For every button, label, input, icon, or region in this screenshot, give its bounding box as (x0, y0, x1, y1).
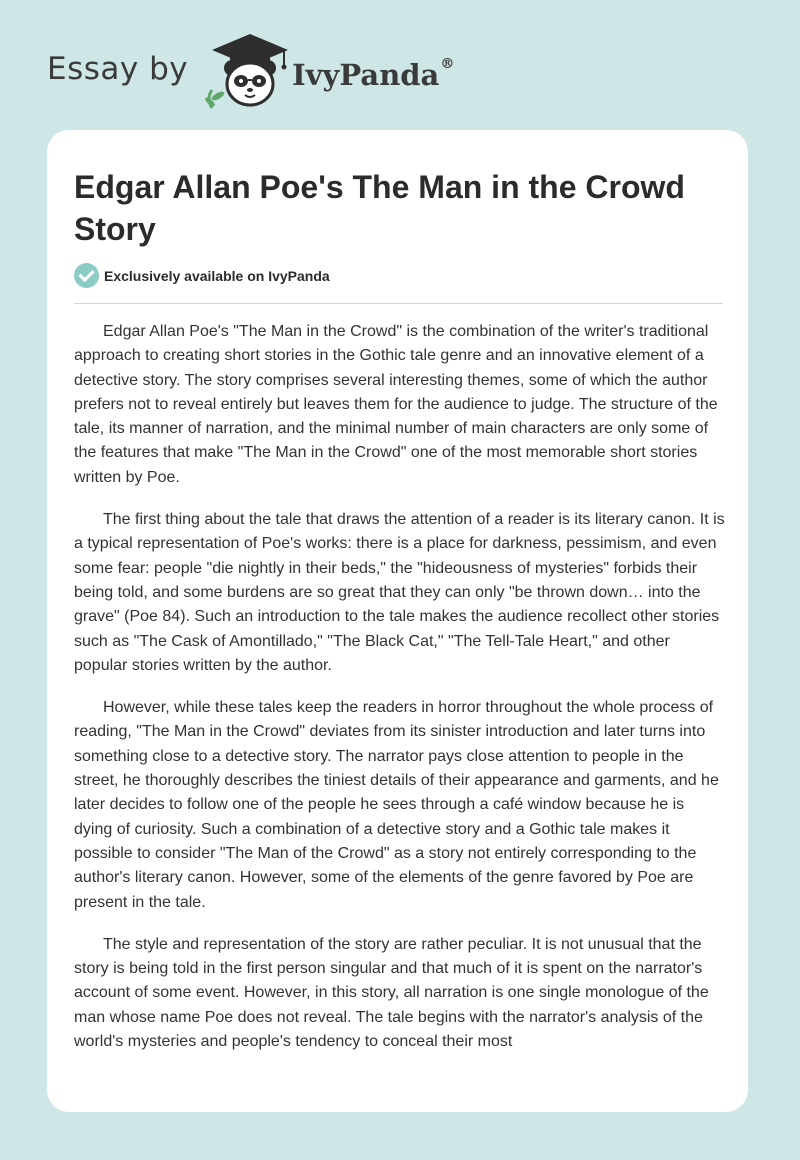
brand-name[interactable]: IvyPanda® (292, 56, 455, 92)
exclusive-badge (74, 263, 330, 288)
site-header (47, 32, 454, 112)
essay-card (47, 130, 748, 1112)
essay-by-label: Essay by (47, 51, 189, 87)
divider (74, 303, 723, 304)
paragraph: The first thing about the tale that draws the attention of a reader is its literary canon. It is a typical representation of Poe's works: there is a place for darkness, pessimism, and even some fear: people "die nightly in their beds," the "hideousness of mysteries" forbids their being told, and some burdens are so great that they can only "be thrown down… into the grave" (Poe 84). Such an introduction to the tale makes the audience recollect other stories such as "The Cask of Amontillado," "The Black Cat," "The Tell-Tale Heart," and other popular stories written by the author. (74, 511, 725, 674)
page-title: Edgar Allan Poe's The Man in the Crowd Story (74, 169, 685, 247)
paragraph: Edgar Allan Poe's "The Man in the Crowd" is the combination of the writer's traditional approach to creating short stories in the Gothic tale genre and an innovative element of a detective story. The story comprises several interesting themes, some of which the author prefers not to reveal entirely but leaves them for the audience to judge. The structure of the tale, its manner of narration, and the minimal number of main characters are only some of the features that make "The Man in the Crowd" one of the most memorable short stories written by Poe. (74, 323, 718, 486)
badge-label: Exclusively available on IvyPanda (104, 267, 330, 284)
panda-logo-icon[interactable] (204, 32, 296, 112)
paragraph: However, while these tales keep the readers in horror throughout the whole process of reading, "The Man in the Crowd" deviates from its sinister introduction and later turns into something close to a detective story. The narrator pays close attention to people in the street, he thoroughly describes the tiniest details of their appearance and garments, and he later decides to follow one of the people he sees through a café window because he is dying of curiosity. Such a combination of a detective story and a Gothic tale makes it possible to consider "The Man of the Crowd" as a story not entirely corresponding to the author's literary canon. However, some of the elements of the genre favored by Poe are present in the tale. (74, 699, 719, 911)
essay-body (74, 320, 726, 1072)
paragraph: The style and representation of the story are rather peculiar. It is not unusual that the story is being told in the first person singular and that much of it is spent on the narrator's account of some event. However, in this story, all narration is one single monologue of the man whose name Poe does not reveal. The tale begins with the narrator's analysis of the world's mysteries and people's tendency to conceal their most (74, 935, 709, 1051)
checkmark-circle-icon (74, 263, 99, 288)
